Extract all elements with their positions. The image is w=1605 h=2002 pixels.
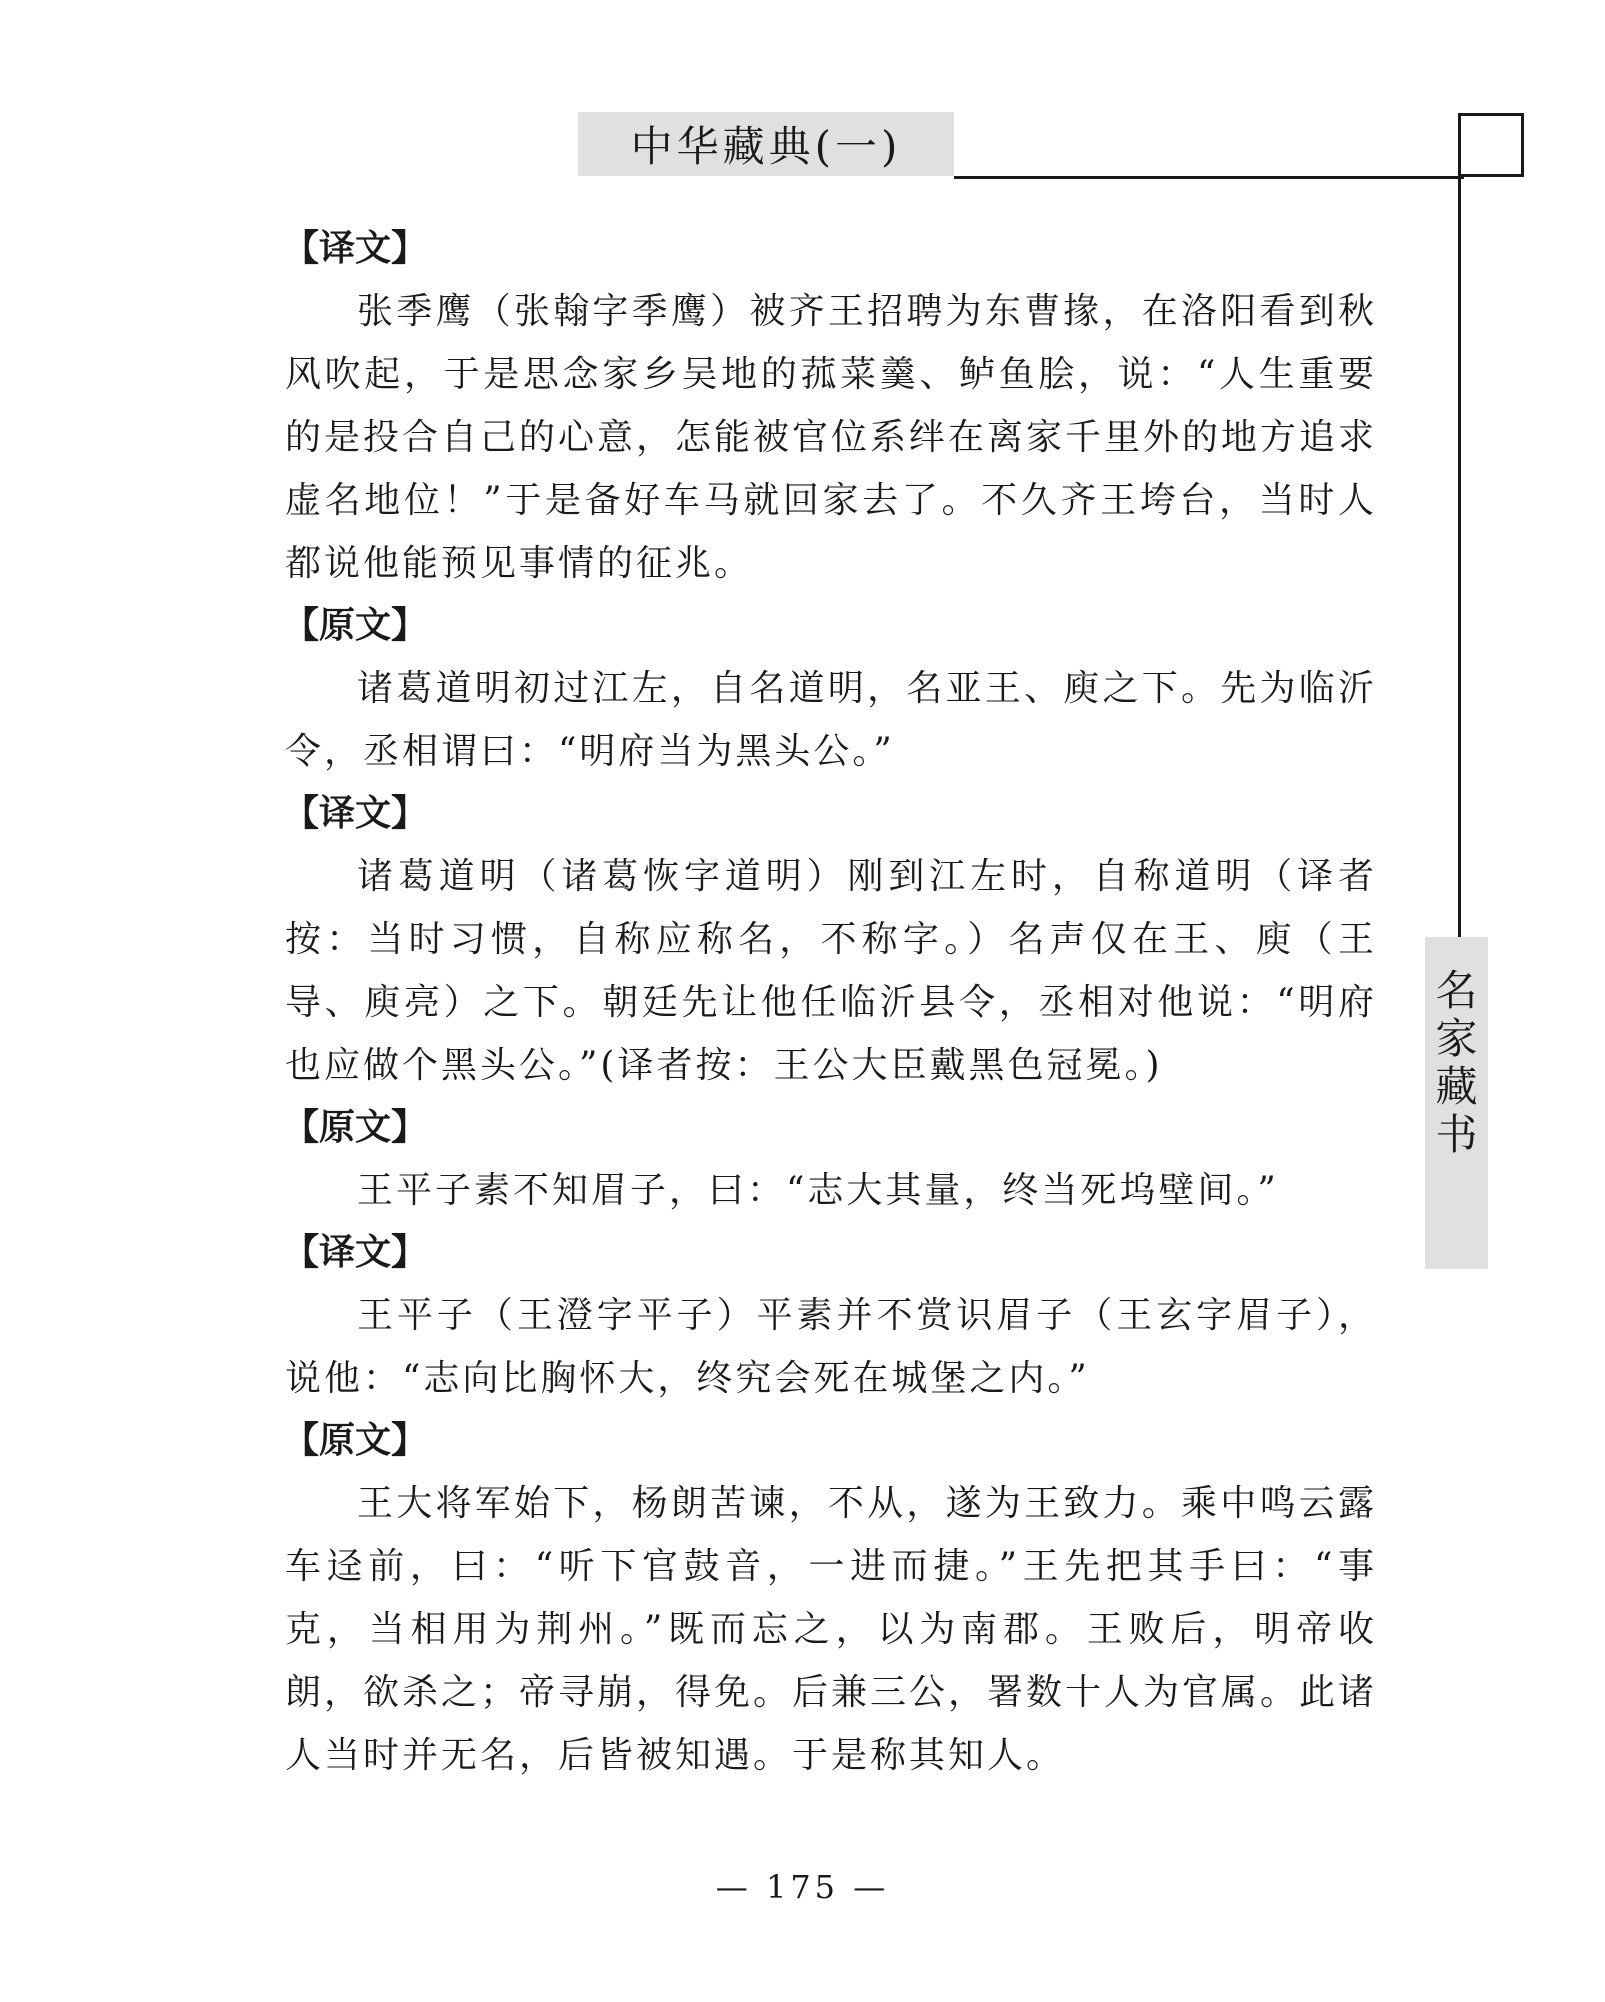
section-label: 【译文】 [283,793,428,834]
page-body [285,218,1377,1787]
section-text: 张季鹰（张翰字季鹰）被齐王招聘为东曹掾，在洛阳看到秋风吹起，于是思念家乡吴地的菰菜羹、鲈鱼脍，说：“人生重要的是投合自己的心意，怎能被官位系绊在离家千里外的地方追求虚名地位！”于是备好车马就回家去了。不久齐王垮台，当时人都说他能预见事情的征兆。 [285,291,1378,584]
side-tab-char: 名 [1435,966,1478,1015]
section-text: 王平子（王澄字平子）平素并不赏识眉子（王玄字眉子），说他：“志向比胸怀大，终究会死在城堡之内。” [285,1295,1377,1399]
section-label: 【译文】 [283,228,428,269]
section-text: 诸葛道明（诸葛恢字道明）刚到江左时，自称道明（译者按：当时习惯，自称应称名，不称字。）名声仅在王、庾（王导、庾亮）之下。朝廷先让他任临沂县令，丞相对他说：“明府也应做个黑头公。”(译者按：王公大臣戴黑色冠冕。) [285,856,1377,1086]
side-rule [1458,113,1461,937]
section-text: 王平子素不知眉子，曰：“志大其量，终当死坞壁间。” [357,1170,1279,1211]
section-label: 【原文】 [283,605,428,646]
side-tab-char: 藏 [1435,1062,1478,1111]
side-tab [1425,937,1488,1269]
page-number: — 175 — [715,1868,890,1906]
side-tab-char: 家 [1435,1014,1478,1063]
section-label: 【原文】 [283,1107,428,1148]
section-text: 诸葛道明初过江左，自名道明，名亚王、庾之下。先为临沂令，丞相谓曰：“明府当为黑头公。” [285,668,1377,772]
side-tab-char: 书 [1435,1110,1478,1159]
header-rule [954,176,1464,179]
section-label: 【译文】 [283,1232,428,1273]
corner-box [1458,113,1524,177]
section-label: 【原文】 [283,1420,428,1461]
running-header-title: 中华藏典(一) [578,112,954,176]
section-text: 王大将军始下，杨朗苦谏，不从，遂为王致力。乘中鸣云露车迳前，曰：“听下官鼓音，一进而捷。”王先把其手曰：“事克，当相用为荆州。”既而忘之，以为南郡。王败后，明帝收朗，欲杀之；帝寻崩，得免。后兼三公，署数十人为官属。此诸人当时并无名，后皆被知遇。于是称其知人。 [285,1483,1378,1776]
